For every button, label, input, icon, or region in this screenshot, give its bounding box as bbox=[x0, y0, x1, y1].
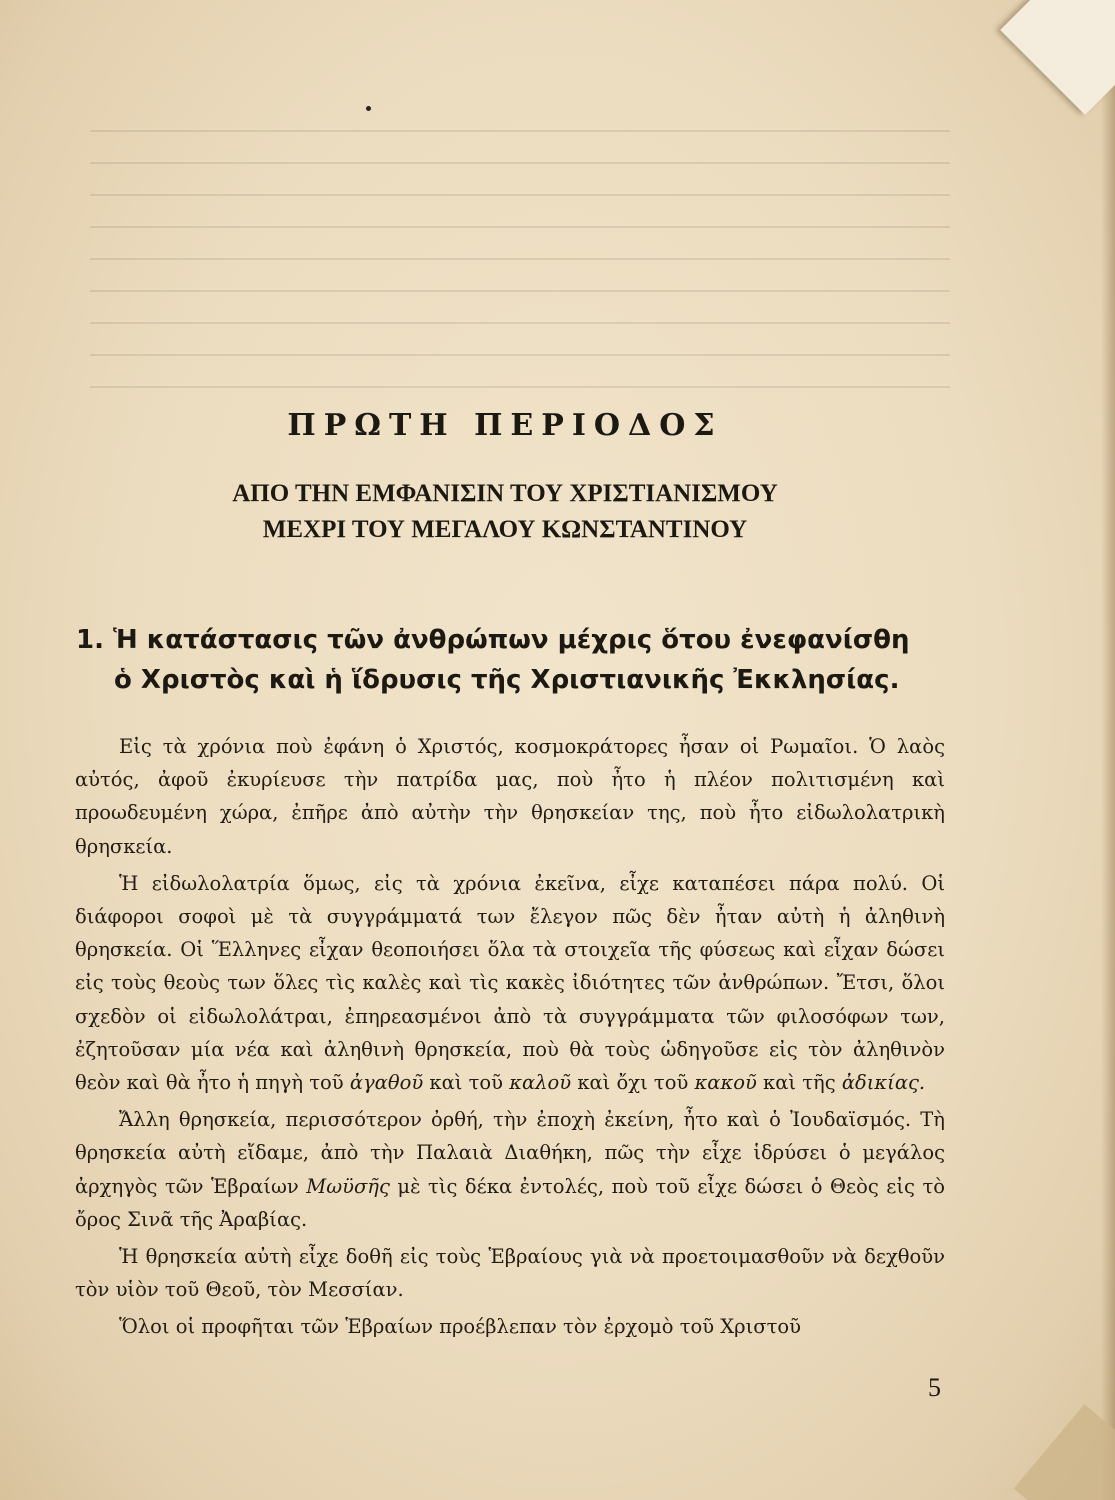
emphasis-kakou: κακοῦ bbox=[694, 1071, 757, 1095]
paragraph-2 bbox=[75, 867, 945, 1099]
emphasis-mouses: Μωϋσῆς bbox=[306, 1174, 390, 1198]
paragraph-1: Εἰς τὰ χρόνια ποὺ ἐφάνη ὁ Χριστός, κοσμοκράτορες ἦσαν οἱ Ρωμαῖοι. Ὁ λαὸς αὐτός, ἀφοῦ ἐκυρίευσε τὴν πατρίδα μας, ποὺ ἦτο ἡ πλέον πολιτισμένη καὶ προωδευμένη χώρα, ἐπῆρε ἀπὸ αὐτὴν τὴν θρησκείαν της, ποὺ ἦτο εἰδωλολατρικὴ θρησκεία. bbox=[75, 735, 945, 858]
section-heading bbox=[76, 620, 956, 700]
paragraph-2-joiner-1: καὶ τοῦ bbox=[429, 1071, 503, 1095]
emphasis-kalou: καλοῦ bbox=[509, 1071, 572, 1095]
section-heading-line-2: ὁ Χριστὸς καὶ ἡ ἵδρυσις τῆς Χριστιανικῆς Ἐκκλησίας. bbox=[114, 665, 900, 695]
paragraph-3 bbox=[75, 1103, 945, 1236]
period-title: ΠΡΩΤΗ ΠΕΡΙΟΔΟΣ bbox=[287, 408, 723, 443]
section-heading-line-1: 1. Ἡ κατάστασις τῶν ἀνθρώπων μέχρις ὅτου ἐνεφανίσθη bbox=[76, 625, 910, 655]
paragraph-2-joiner-3: καὶ τῆς bbox=[763, 1071, 836, 1095]
paragraph-2-joiner-2: καὶ ὄχι τοῦ bbox=[577, 1071, 689, 1095]
body-text bbox=[75, 730, 945, 1348]
paragraph-3-text-a: Ἄλλη θρησκεία, περισσότερον ὀρθή, τὴν ἐποχὴ ἐκείνη, ἦτο καὶ ὁ Ἰουδαϊσμός. Τὴ θρησκεία αὐτὴ εἴδαμε, ἀπὸ τὴν Παλαιὰ Διαθήκη, πῶς τὴν εἶχε ἱδρύσει ὁ μεγάλος ἀρχηγὸς τῶν Ἑβραίων bbox=[75, 1108, 945, 1198]
worn-corner-bottom bbox=[1014, 1404, 1115, 1500]
page-edge-shadow bbox=[1101, 0, 1115, 1500]
paragraph-4: Ἡ θρησκεία αὐτὴ εἶχε δοθῆ εἰς τοὺς Ἑβραίους γιὰ νὰ προετοιμασθοῦν νὰ δεχθοῦν τὸν υἱὸν τοῦ Θεοῦ, τὸν Μεσσίαν. bbox=[75, 1245, 945, 1302]
paragraph-3-text-b: μὲ τὶς δέκα ἐντολές, ποὺ τοῦ εἶχε δώσει ὁ Θεὸς εἰς τὸ ὄρος Σινᾶ τῆς Ἀραβίας. bbox=[75, 1174, 945, 1231]
paragraph-5: Ὅλοι οἱ προφῆται τῶν Ἑβραίων προέβλεπαν τὸν ἐρχομὸ τοῦ Χριστοῦ bbox=[119, 1315, 801, 1339]
torn-corner-top bbox=[1000, 0, 1115, 115]
page-number: 5 bbox=[928, 1373, 941, 1402]
show-through-text bbox=[90, 130, 950, 390]
paragraph-2-text: Ἡ εἰδωλολατρία ὅμως, εἰς τὰ χρόνια ἐκεῖνα, εἶχε καταπέσει πάρα πολύ. Οἱ διάφοροι σοφοὶ μὲ τὰ συγγράμματά των ἔλεγον πῶς δὲν ἦταν αὐτὴ ἡ ἀληθινὴ θρησκεία. Οἱ Ἕλληνες εἶχαν θεοποιήσει ὅλα τὰ στοιχεῖα τῆς φύσεως καὶ εἶχαν δώσει εἰς τοὺς θεοὺς των ὅλες τὶς καλὲς καὶ τὶς κακὲς ἰδιότητες τῶν ἀνθρώπων. Ἔτσι, ὅλοι σχεδὸν οἱ εἰδωλολάτραι, ἐπηρεασμένοι ἀπὸ τὰ συγγράμματα τῶν φιλοσόφων των, ἐζητοῦσαν μία νέα καὶ ἀληθινὴ θρησκεία, ποὺ θὰ τοὺς ὡδηγοῦσε εἰς τὸν ἀληθινὸν θεὸν καὶ θὰ ἦτο ἡ πηγὴ τοῦ bbox=[75, 871, 945, 1095]
emphasis-adikias: ἀδικίας. bbox=[841, 1071, 926, 1095]
emphasis-agathou: ἀγαθοῦ bbox=[349, 1071, 424, 1095]
subtitle-line-1: ΑΠΟ ΤΗΝ ΕΜΦΑΝΙΣΙΝ ΤΟΥ ΧΡΙΣΤΙΑΝΙΣΜΟΥ bbox=[232, 480, 778, 507]
ink-dot bbox=[366, 106, 371, 111]
subtitle-line-2: ΜΕΧΡΙ ΤΟΥ ΜΕΓΑΛΟΥ ΚΩΝΣΤΑΝΤΙΝΟΥ bbox=[262, 516, 748, 543]
